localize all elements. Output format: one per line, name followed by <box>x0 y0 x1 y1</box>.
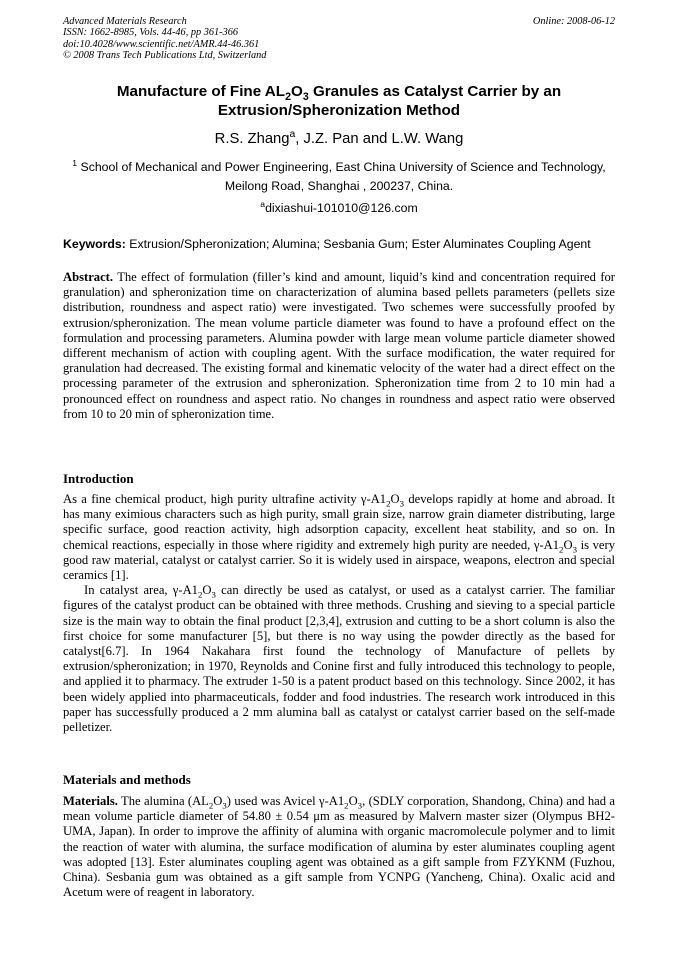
affiliation <box>63 158 615 196</box>
journal-issn: ISSN: 1662-8985, Vols. 44-46, pp 361-366 <box>63 27 239 39</box>
keywords-label: Keywords: <box>63 237 126 251</box>
journal-name: Advanced Materials Research <box>63 16 187 27</box>
materials-paragraph: Materials. The alumina $(AL_2O_3)$ used was Avicel $\gamma-A1_2O_3$, (SDLY corporation, Shandong, China) and had a mean volume particle diameter of 54.80 ± 0.54 μm as measured by Malvern master sizer (Olympus BH2-UMA, Japan). In order to improve the affinity of alumina with organic macromolecule polymer and to limit the reaction of water with alumina, the surface modification of alumina by ester aluminates coupling agent was adopted [13]. Ester aluminates coupling agent was obtained as a gift sample from FZYKNM (Fuzhou, China). Sesbania gum was obtained as a gift sample from YCNPG (Yancheng, China). Oxalic acid and Acetum were of reagent in laboratory. <box>63 794 615 900</box>
author-list: R.S. Zhang$^a$, J.Z. Pan and L.W. Wang <box>214 129 464 147</box>
journal-header <box>63 16 615 62</box>
abstract <box>63 270 615 422</box>
keywords-text: Extrusion/Spheronization; Alumina; Sesbania Gum; Ester Aluminates Coupling Agent <box>125 237 591 251</box>
introduction-body <box>63 492 615 735</box>
intro-paragraph-2: In catalyst area, $\gamma-A1_2O_3$ can directly be used as catalyst, or used as a catalyst carrier. The familiar figures of the catalyst product can be obtained with three methods. Crushing and sieving to a special particle size is the main way to obtain the final product [2,3,4], extrusion and cutting to be a short column is also the first choice for some manufacturer [5], but there is no way using the powder directly as the based for catalyst[6.7]. In 1964 Nakahara first found the technology of Manufacture of pellets by extrusion/spheronization; in 1970, Reynolds and Conine first and fully introduced this technology to people, and applied it to pharmacy. The extruder 1-50 is a patent product based on this technology. Since 2002, it has been widely applied into pharmaceuticals, fodder and food industries. The research work introduced in this paper has successfully produced a 2 mm alumina ball as catalyst or catalyst carrier based on the self-made pelletizer. <box>63 583 615 735</box>
abstract-label: Abstract. <box>63 270 114 284</box>
title-line-2: Extrusion/Spheronization Method <box>217 102 461 119</box>
materials-label: Materials. <box>63 794 118 808</box>
section-heading-introduction: Introduction <box>63 471 134 486</box>
intro-paragraph-1: As a fine chemical product, high purity ultrafine activity $\gamma-A1_2O_3$ develops rapidly at home and abroad. It has many eximious characters such as high purity, small grain size, narrow grain diameter distributing, large specific surface, good reaction activity, high adsorption capacity, excellent heat stability, and so on. In chemical reactions, especially in those where rigidity and extremely high purity are needed, $\gamma-A1_2O_3$ is very good raw material, catalyst or catalyst carrier. So it is widely used in airspace, weapons, electron and special ceramics [1]. <box>63 492 615 583</box>
paper-title <box>63 82 615 120</box>
affiliation-line-1: $^1$ School of Mechanical and Power Engineering, East China University of Science and Technology, <box>72 157 606 174</box>
online-date: Online: 2008-06-12 <box>532 16 615 27</box>
author-email: $^a$dixiashui-101010@126.com <box>260 198 418 215</box>
keywords <box>63 236 623 252</box>
section-heading-materials-methods: Materials and methods <box>63 772 191 787</box>
affiliation-line-2: Meilong Road, Shanghai , 200237, China. <box>224 179 454 193</box>
title-line-1: Manufacture of Fine $AL_2O_3$ Granules as Catalyst Carrier by an <box>116 83 562 104</box>
journal-doi: doi:10.4028/www.scientific.net/AMR.44-46.361 <box>63 38 260 50</box>
abstract-text: The effect of formulation (filler’s kind and amount, liquid’s kind and concentration required for granulation) and spheronization time on characterization of alumina based pellets parameters (pellets size distribution, roundness and aspect ratio) were investigated. Two schemes were successfully proofed by extrusion/spheronization. The mean volume particle diameter was found to have a profound effect on the formulation and processing parameters. Alumina powder with large mean volume particle diameter showed different mechanism of action with coupling agent. With the surface modification, the water required for granulation had decreased. The existing formal and kinematic velocity of the water had a direct effect on the processing parameter of the extrusion and spheronization. Spheronization time from 2 to 10 min had a pronounced effect on roundness and aspect ratio. No changes in roundness and aspect ratio were observed from 10 to 20 min of spheronization time. <box>63 270 615 421</box>
journal-copyright: © 2008 Trans Tech Publications Ltd, Switzerland <box>63 50 267 62</box>
